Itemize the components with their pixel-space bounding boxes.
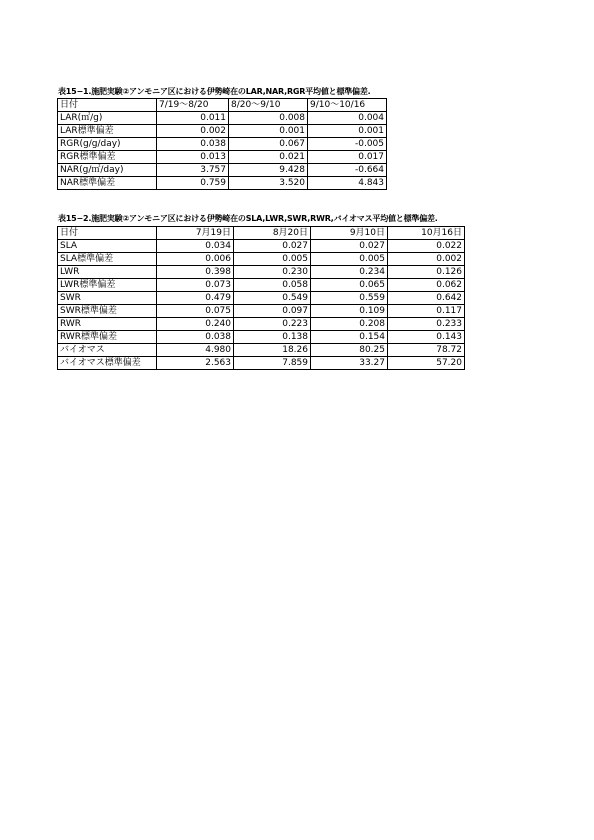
row-label: SWR bbox=[58, 292, 157, 305]
table-cell: 0.017 bbox=[308, 151, 387, 164]
row-label: LWR bbox=[58, 266, 157, 279]
table-cell: 0.642 bbox=[388, 292, 465, 305]
table-row bbox=[58, 279, 465, 292]
table-cell: 7.859 bbox=[234, 357, 311, 370]
table-cell: 0.138 bbox=[234, 331, 311, 344]
table-cell: 0.008 bbox=[229, 112, 308, 125]
table1 bbox=[57, 98, 387, 190]
table-cell: 0.027 bbox=[234, 240, 311, 253]
table-cell: 0.117 bbox=[388, 305, 465, 318]
row-label: RWR標準偏差 bbox=[58, 331, 157, 344]
row-label: バイオマス bbox=[58, 344, 157, 357]
table-cell: 4.980 bbox=[157, 344, 234, 357]
row-label: RGR標準偏差 bbox=[58, 151, 157, 164]
table-cell: 0.027 bbox=[311, 240, 388, 253]
row-label: RWR bbox=[58, 318, 157, 331]
column-header: 9月10日 bbox=[311, 227, 388, 240]
table-cell: 0.398 bbox=[157, 266, 234, 279]
table-row bbox=[58, 164, 387, 177]
column-header: 7月19日 bbox=[157, 227, 234, 240]
table-cell: 33.27 bbox=[311, 357, 388, 370]
table-cell: 0.002 bbox=[157, 125, 229, 138]
table-cell: 0.038 bbox=[157, 138, 229, 151]
table-cell: 0.230 bbox=[234, 266, 311, 279]
table-cell: 0.002 bbox=[388, 253, 465, 266]
table-cell: 0.005 bbox=[234, 253, 311, 266]
table-row bbox=[58, 305, 465, 318]
row-label: LAR標準偏差 bbox=[58, 125, 157, 138]
table-cell: 0.143 bbox=[388, 331, 465, 344]
table-cell: 0.479 bbox=[157, 292, 234, 305]
table-cell: 0.097 bbox=[234, 305, 311, 318]
table-cell: 0.006 bbox=[157, 253, 234, 266]
table-cell: 78.72 bbox=[388, 344, 465, 357]
table-cell: 0.075 bbox=[157, 305, 234, 318]
header-row bbox=[58, 227, 465, 240]
table-cell: 4.843 bbox=[308, 177, 387, 190]
table-cell: 0.004 bbox=[308, 112, 387, 125]
table-cell: 57.20 bbox=[388, 357, 465, 370]
column-header: 日付 bbox=[58, 99, 157, 112]
table-cell: -0.005 bbox=[308, 138, 387, 151]
table-cell: 0.759 bbox=[157, 177, 229, 190]
table2 bbox=[57, 226, 465, 370]
table-cell: 18.26 bbox=[234, 344, 311, 357]
table-row bbox=[58, 177, 387, 190]
table-cell: 0.065 bbox=[311, 279, 388, 292]
table-cell: 2.563 bbox=[157, 357, 234, 370]
table-row bbox=[58, 357, 465, 370]
table-cell: 0.001 bbox=[308, 125, 387, 138]
row-label: SWR標準偏差 bbox=[58, 305, 157, 318]
table-cell: 0.013 bbox=[157, 151, 229, 164]
table-cell: 0.021 bbox=[229, 151, 308, 164]
table-cell: 0.559 bbox=[311, 292, 388, 305]
table-row bbox=[58, 112, 387, 125]
table-cell: 0.240 bbox=[157, 318, 234, 331]
column-header: 8/20〜9/10 bbox=[229, 99, 308, 112]
table-cell: 0.034 bbox=[157, 240, 234, 253]
table-cell: 0.011 bbox=[157, 112, 229, 125]
table-cell: 80.25 bbox=[311, 344, 388, 357]
table-cell: 0.073 bbox=[157, 279, 234, 292]
table-cell: 0.001 bbox=[229, 125, 308, 138]
table-cell: 0.005 bbox=[311, 253, 388, 266]
table-cell: 0.126 bbox=[388, 266, 465, 279]
table-row bbox=[58, 318, 465, 331]
row-label: SLA bbox=[58, 240, 157, 253]
table-cell: -0.664 bbox=[308, 164, 387, 177]
row-label: NAR標準偏差 bbox=[58, 177, 157, 190]
table-cell: 0.067 bbox=[229, 138, 308, 151]
table-cell: 0.022 bbox=[388, 240, 465, 253]
table-row bbox=[58, 151, 387, 164]
column-header: 7/19〜8/20 bbox=[157, 99, 229, 112]
row-label: NAR(g/㎡/day) bbox=[58, 164, 157, 177]
column-header: 日付 bbox=[58, 227, 157, 240]
table-row bbox=[58, 253, 465, 266]
row-label: LAR(㎡/g) bbox=[58, 112, 157, 125]
table-row bbox=[58, 125, 387, 138]
table-cell: 0.233 bbox=[388, 318, 465, 331]
table-cell: 0.062 bbox=[388, 279, 465, 292]
table-cell: 0.154 bbox=[311, 331, 388, 344]
table-row bbox=[58, 266, 465, 279]
table-cell: 3.520 bbox=[229, 177, 308, 190]
row-label: RGR(g/g/day) bbox=[58, 138, 157, 151]
table2-caption: 表15−2.施肥実験②アンモニア区における伊勢崎在のSLA,LWR,SWR,RWR,バイオマス平均値と標準偏差. bbox=[58, 214, 438, 223]
table-row bbox=[58, 138, 387, 151]
column-header: 10月16日 bbox=[388, 227, 465, 240]
table-cell: 3.757 bbox=[157, 164, 229, 177]
table-row bbox=[58, 344, 465, 357]
column-header: 8月20日 bbox=[234, 227, 311, 240]
table-cell: 0.223 bbox=[234, 318, 311, 331]
table-cell: 0.038 bbox=[157, 331, 234, 344]
table-cell: 0.234 bbox=[311, 266, 388, 279]
row-label: SLA標準偏差 bbox=[58, 253, 157, 266]
table-cell: 0.208 bbox=[311, 318, 388, 331]
table-row bbox=[58, 292, 465, 305]
table-cell: 0.058 bbox=[234, 279, 311, 292]
table-row bbox=[58, 240, 465, 253]
table-cell: 0.549 bbox=[234, 292, 311, 305]
table-row bbox=[58, 331, 465, 344]
row-label: バイオマス標準偏差 bbox=[58, 357, 157, 370]
table-cell: 0.109 bbox=[311, 305, 388, 318]
row-label: LWR標準偏差 bbox=[58, 279, 157, 292]
table1-caption: 表15−1.施肥実験②アンモニア区における伊勢崎在のLAR,NAR,RGR平均値と標準偏差. bbox=[58, 87, 371, 96]
table-cell: 9.428 bbox=[229, 164, 308, 177]
column-header: 9/10〜10/16 bbox=[308, 99, 387, 112]
header-row bbox=[58, 99, 387, 112]
